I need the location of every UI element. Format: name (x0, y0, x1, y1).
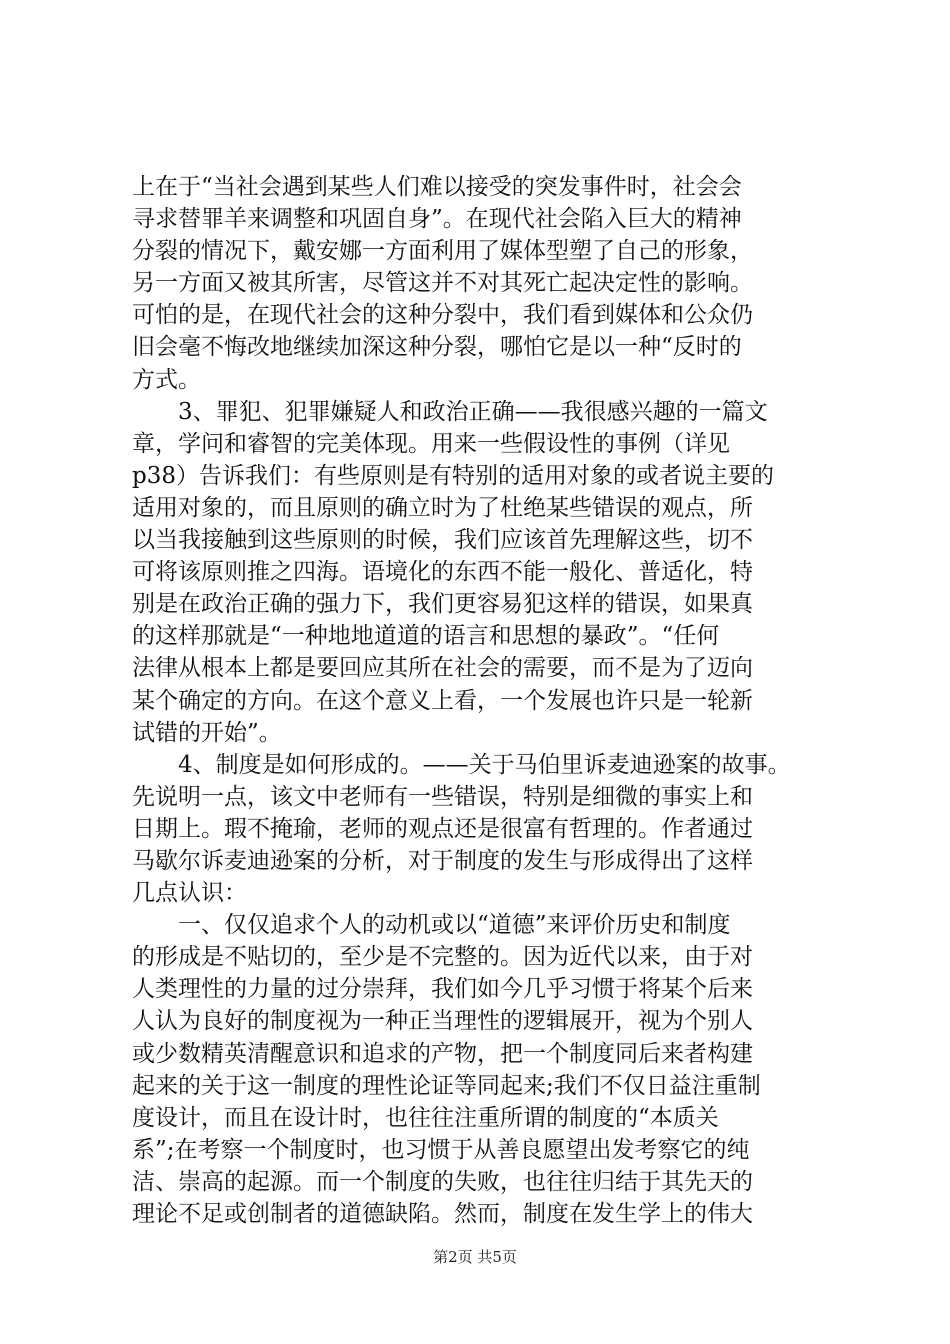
text-line: 日期上。瑕不掩瑜，老师的观点还是很富有哲理的。作者通过 (132, 815, 753, 842)
text-line: 度设计，而且在设计时，也往往注重所谓的制度的“本质关 (132, 1104, 719, 1131)
text-line: 的形成是不贴切的，至少是不完整的。因为近代以来，由于对 (132, 944, 753, 971)
text-line: 另一方面又被其所害，尽管这并不对其死亡起决定性的影响。 (132, 270, 753, 297)
text-line: 理论不足或创制者的道德缺陷。然而，制度在发生学上的伟大 (132, 1201, 753, 1227)
page-footer (0, 1246, 950, 1267)
text-line: 几点认识： (132, 880, 247, 907)
text-line: 可怕的是，在现代社会的这种分裂中，我们看到媒体和公众仍 (132, 302, 753, 329)
paragraph-start-line: 一、仅仅追求个人的动机或以“道德”来评价历史和制度 (178, 912, 731, 939)
document-body (132, 171, 832, 1230)
paragraph-start-line: 3、罪犯、犯罪嫌疑人和政治正确——我很感兴趣的一篇文 (178, 398, 768, 425)
text-line: 的这样那就是“一种地地道道的语言和思想的暴政”。“任何 (132, 623, 720, 650)
text-line: 寻求替罪羊来调整和巩固自身”。在现代社会陷入巨大的精神 (132, 206, 742, 233)
paragraph-start-line: 4、制度是如何形成的。——关于马伯里诉麦迪逊案的故事。 (178, 751, 791, 778)
page-number-label: 第2页 共5页 (433, 1248, 517, 1266)
text-line: 方式。 (132, 366, 201, 393)
text-line: 马歇尔诉麦迪逊案的分析，对于制度的发生与形成得出了这样 (132, 847, 753, 874)
text-line: 可将该原则推之四海。语境化的东西不能一般化、普适化，特 (132, 559, 753, 586)
text-line: 以当我接触到这些原则的时候，我们应该首先理解这些，切不 (132, 527, 753, 554)
text-line: 分裂的情况下，戴安娜一方面利用了媒体型塑了自己的形象， (132, 238, 753, 265)
text-line: 人类理性的力量的过分崇拜，我们如今几乎习惯于将某个后来 (132, 976, 753, 1003)
text-line: 别是在政治正确的强力下，我们更容易犯这样的错误，如果真 (132, 591, 753, 618)
text-line: 起来的关于这一制度的理性论证等同起来;我们不仅日益注重制 (132, 1072, 761, 1099)
text-line: 或少数精英清醒意识和追求的产物，把一个制度同后来者构建 (132, 1040, 753, 1067)
text-line: p38）告诉我们：有些原则是有特别的适用对象的或者说主要的 (132, 462, 774, 489)
text-line: 章，学问和睿智的完美体现。用来一些假设性的事例（详见 (132, 430, 730, 457)
text-line: 先说明一点，该文中老师有一些错误，特别是细微的事实上和 (132, 783, 753, 810)
text-line: 某个确定的方向。在这个意义上看，一个发展也许只是一轮新 (132, 687, 753, 714)
text-line: 旧会毫不悔改地继续加深这种分裂，哪怕它是以一种“反时的 (132, 334, 742, 361)
text-line: 洁、崇高的起源。而一个制度的失败，也往往归结于其先天的 (132, 1168, 753, 1195)
text-line: 人认为良好的制度视为一种正当理性的逻辑展开，视为个别人 (132, 1008, 753, 1035)
text-line: 适用对象的，而且原则的确立时为了杜绝某些错误的观点，所 (132, 494, 753, 521)
text-line: 法律从根本上都是要回应其所在社会的需要，而不是为了迈向 (132, 655, 753, 682)
text-line: 系”;在考察一个制度时，也习惯于从善良愿望出发考察它的纯 (132, 1136, 750, 1163)
text-line: 试错的开始”。 (132, 719, 282, 746)
text-line: 上在于“当社会遇到某些人们难以接受的突发事件时，社会会 (132, 174, 742, 200)
